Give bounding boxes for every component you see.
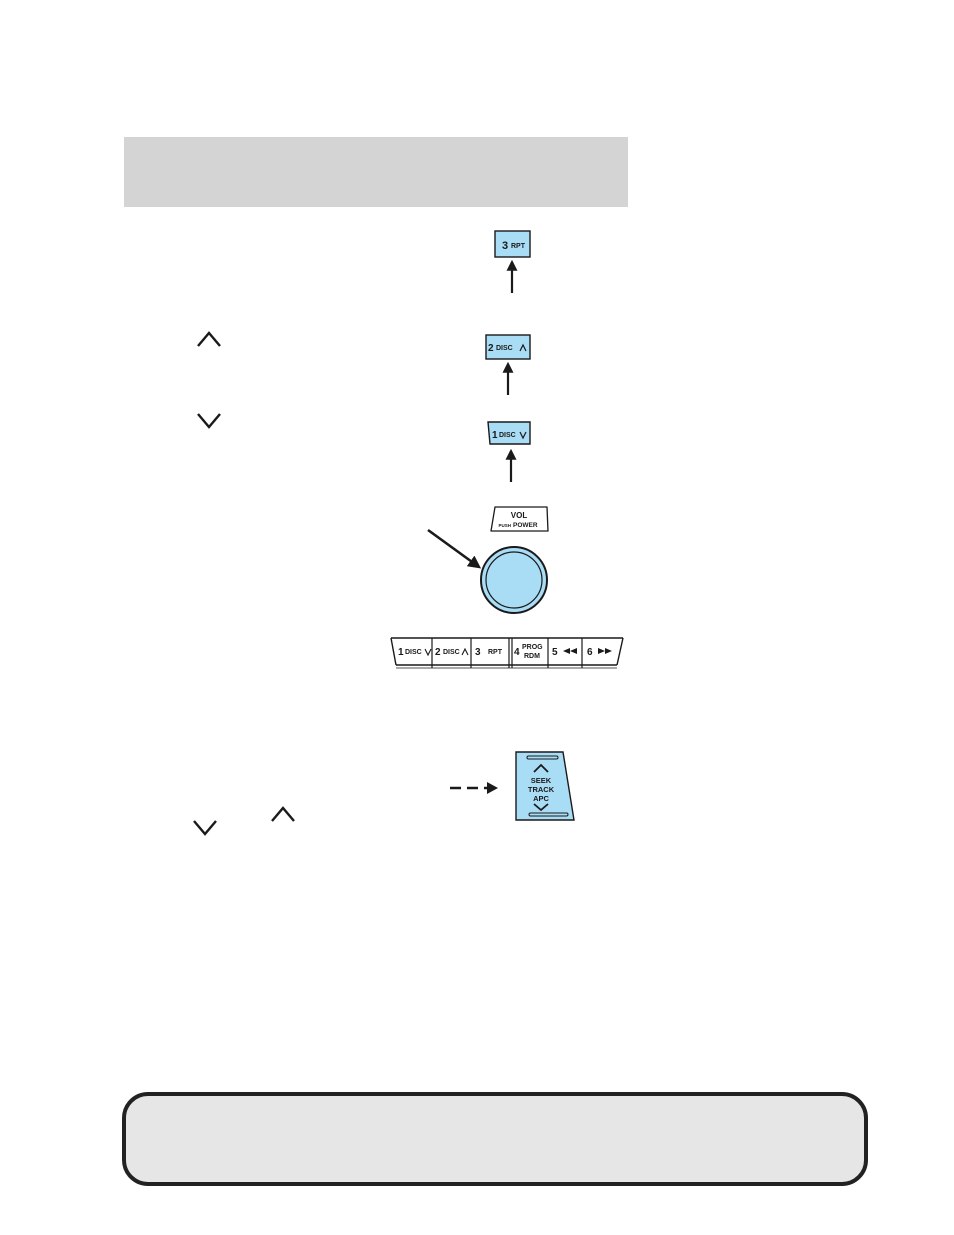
disc-up-number: 2: [488, 343, 494, 354]
push-label: PUSH: [498, 523, 511, 528]
fast-forward-icon: [598, 648, 612, 654]
arrow-icon: [428, 530, 479, 567]
preset-4-label-prog: PROG: [522, 644, 543, 651]
seek-label: SEEK: [530, 776, 552, 785]
preset-3-number: 3: [475, 647, 481, 658]
vol-label: VOL: [510, 511, 528, 520]
preset-2-label: DISC: [443, 649, 460, 656]
preset-6-button[interactable]: [587, 647, 612, 658]
disc-down-number: 1: [492, 430, 498, 441]
disc-down-button[interactable]: [488, 422, 530, 444]
preset-6-number: 6: [587, 647, 593, 658]
rpt-button-number: 3: [502, 240, 509, 252]
preset-2-button[interactable]: [435, 647, 468, 658]
vol-push-power-label: [491, 507, 548, 531]
seek-track-apc-button[interactable]: [516, 752, 574, 820]
rpt-button-label: RPT: [511, 243, 525, 250]
apc-label: APC: [533, 794, 549, 803]
preset-1-label: DISC: [405, 649, 422, 656]
chevron-up-icon: [462, 649, 468, 655]
dashed-arrow-icon: [487, 782, 498, 794]
rpt-button[interactable]: [495, 231, 530, 257]
preset-4-label-rdm: RDM: [524, 653, 540, 660]
preset-5-button[interactable]: [552, 647, 577, 658]
preset-5-number: 5: [552, 647, 558, 658]
volume-knob[interactable]: [481, 547, 547, 613]
preset-3-label: RPT: [488, 649, 502, 656]
rewind-icon: [563, 648, 577, 654]
preset-3-button[interactable]: [475, 647, 503, 658]
disc-down-label: DISC: [499, 432, 516, 439]
preset-2-number: 2: [435, 647, 441, 658]
chevron-down-icon: [425, 649, 431, 655]
preset-4-button[interactable]: [514, 644, 543, 660]
preset-1-number: 1: [398, 647, 404, 658]
track-label: TRACK: [527, 785, 555, 794]
power-label: POWER: [513, 522, 538, 529]
preset-1-button[interactable]: [398, 647, 431, 658]
disc-up-button[interactable]: [486, 335, 530, 359]
disc-up-label: DISC: [496, 345, 513, 352]
preset-4-number: 4: [514, 647, 520, 658]
